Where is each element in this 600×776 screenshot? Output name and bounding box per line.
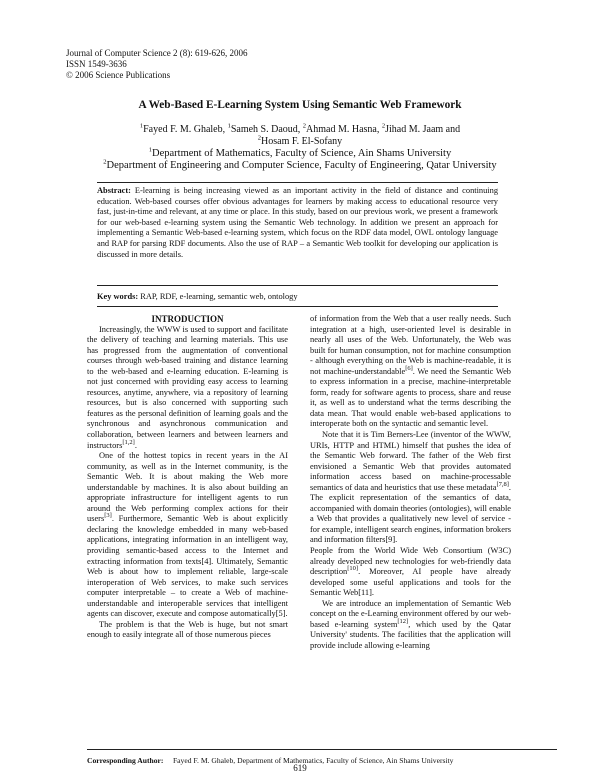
section-heading: INTRODUCTION (151, 314, 224, 324)
abstract-label: Abstract: (97, 186, 131, 195)
paragraph: One of the hottest topics in recent years in the AI community, as well as in the Internet community, is the Semantic Web. It is about making the Web more understandable by machines. It is also about building an appropriate infrastructure for intelligent agents to run around the Web performing complex actions for their users[3]. Furthermore, Semantic Web is about explicitly declaring the knowledge embedded in many web-based applications, integrating information in an intelligent way, providing semantic-based access to the Internet and extracting information from texts[4]. Ultimately, Semantic Web is about how to implement reliable, large-scale interoperation of Web services, to make such services computer interpretable – to create a Web of machine-understandable and interoperable services that intelligent agents can discover, execute and compose automatically[5]. (87, 451, 288, 619)
paragraph: We are introduce an implementation of Semantic Web concept on the e-Learning environment offered by our web-based e-learning system[12], which used by the Qatar University' students. The facilities that the application will provide include allowing e-learning (310, 598, 511, 650)
paragraph: The problem is that the Web is huge, but not smart enough to easily integrate all of those numerous pieces (87, 619, 288, 640)
author: $^2$Hosam F. El-Sofany (257, 134, 343, 147)
author: $^2$Jihad M. Jaam and (381, 122, 461, 135)
keywords-label: Key words: (97, 292, 139, 301)
author-list (60, 124, 540, 148)
keywords-text: RAP, RDF, e-learning, semantic web, ontology (140, 292, 298, 301)
author: $^2$Ahmad M. Hasna, (302, 122, 382, 135)
footer-text: Fayed F. M. Ghaleb, Department of Mathematics, Faculty of Science, Ain Shams University (172, 756, 454, 765)
keywords (97, 292, 498, 302)
page-number: 619 (293, 763, 307, 773)
affiliation: $^2$Department of Engineering and Computer Science, Faculty of Engineering, Qatar University (103, 158, 497, 171)
paragraph: Increasingly, the WWW is used to support and facilitate the delivery of teaching and learning materials. This use has progressed from the augmentation of conventional courses through web-based training and distance learning to the web-based and e-learning education. E-learning is not just concerned with providing easy access to learning resources, anytime, anywhere, via a repository of learning resources, but is also concerned with supporting such features as the personal definition of learning goals and the synchronous and asynchronous communication and collaboration, between learners and between learners and instructors[1,2]. (87, 324, 288, 450)
footer-rule (87, 749, 557, 750)
affiliations (40, 148, 560, 172)
abstract-bottom-rule (97, 285, 498, 286)
paragraph: of information from the Web that a user really needs. Such integration at a high, user-oriented level is desirable in nearly all uses of the Web. Unfortunately, the Web was built for human consumption, not for machine consumption - although everything on the Web is machine-readable, it is not machine-understandable[6]. We need the Semantic Web to express information in a precise, machine-interpretable form, ready for software agents to process, share and reuse it, as well as to understand what the terms describing the data mean. That would enable web-based applications to interoperate both on the syntactic and semantic level. (310, 314, 511, 429)
affiliation: $^1$Department of Mathematics, Faculty of Science, Ain Shams University (148, 146, 452, 159)
journal-header (66, 48, 247, 81)
journal-issn: ISSN 1549-3636 (66, 59, 127, 69)
journal-citation: Journal of Computer Science 2 (8): 619-626, 2006 (66, 48, 248, 58)
keywords-rule (97, 306, 498, 307)
abstract-top-rule (97, 182, 498, 183)
abstract (97, 186, 498, 260)
paper-title: A Web-Based E-Learning System Using Semantic Web Framework (138, 99, 462, 111)
right-column (310, 314, 511, 652)
paragraph: People from the World Wide Web Consortium (W3C) already developed new technologies for web-friendly data description[10]. Moreover, AI people have already developed some useful applications and tools for the Semantic Web[11]. (310, 546, 511, 598)
abstract-text: E-learning is being increasing viewed as an important activity in the field of distance and continuing education. Web-based courses offer obvious advantages for learners by making access to educational resource very fast, just-in-time and relevant, at any time or place. In this study, based on our previous work, we present a framework for our web-based e-learning system using the Semantic Web technology. In addition we present an approach for implementing a Semantic Web-based e-learning system, which focus on the RDF data model, OWL ontology language and RAP for parsing RDF documents. Also the use of RAP – a Semantic Web toolkit for developing our application is discussed in more details. (97, 186, 499, 259)
paragraph: Note that it is Tim Berners-Lee (inventor of the WWW, URIs, HTTP and HTML) himself that pushes the idea of the Semantic Web forward. The father of the Web first envisioned a Semantic Web that provides automated information access based on machine-processable semantics of data and heuristics that use these metadata[7,8]. The explicit representation of the semantics of data, accompanied with domain theories (ontologies), will enable a Web that provides a qualitatively new level of service - for example, intelligent search engines, information brokers and information filters[9]. (310, 430, 511, 545)
author: $^1$Sameh S. Daoud, (227, 122, 303, 135)
footer-label: Corresponding Author: (87, 756, 164, 765)
left-column (87, 314, 288, 641)
author: $^1$Fayed F. M. Ghaleb, (139, 122, 228, 135)
journal-copyright: © 2006 Science Publications (66, 70, 171, 80)
